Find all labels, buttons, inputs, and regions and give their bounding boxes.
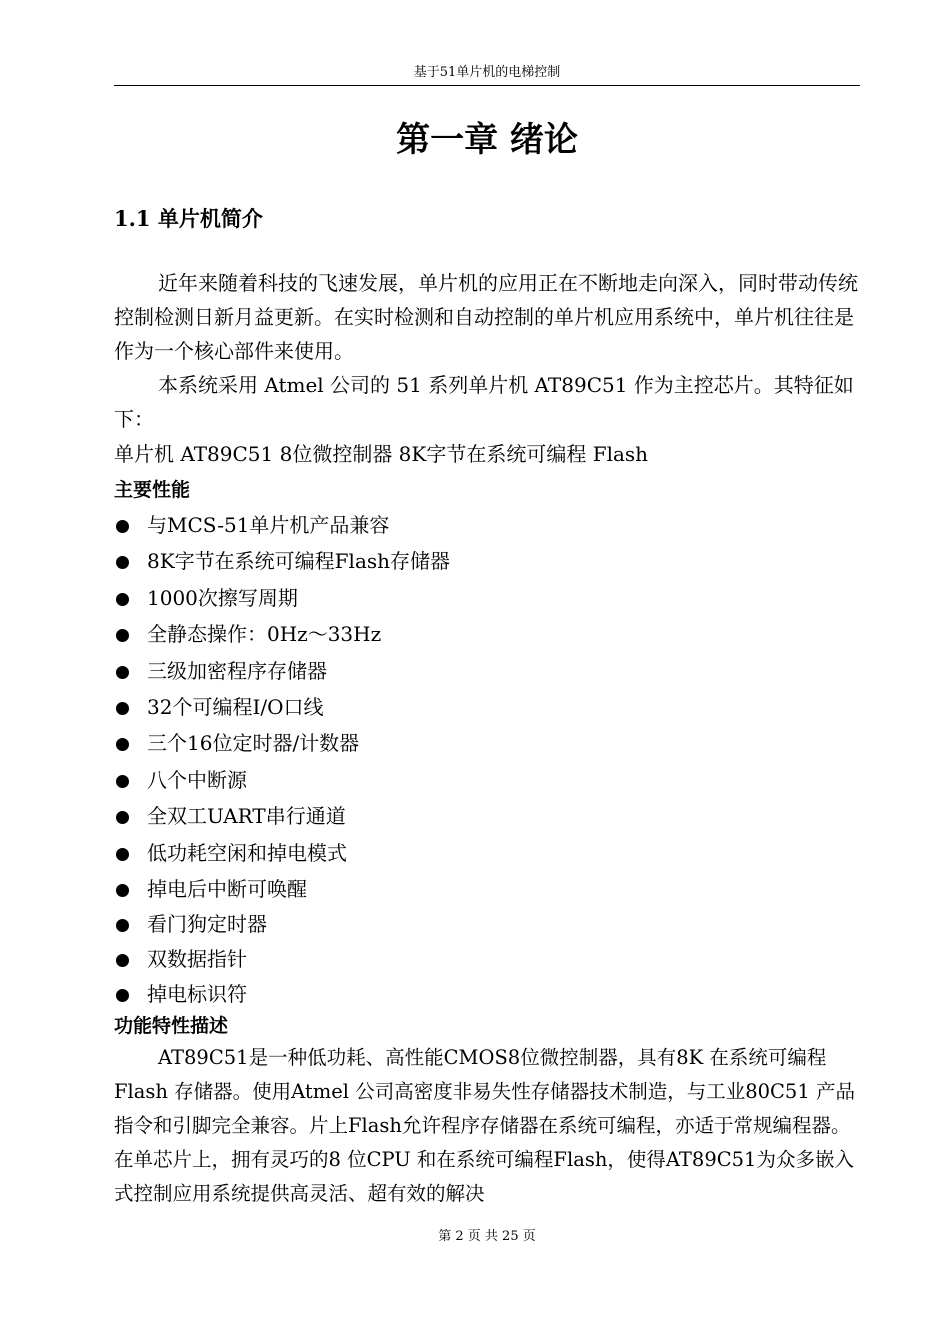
bullet-icon	[116, 775, 129, 788]
bullet-icon	[116, 629, 129, 642]
bullet-icon	[116, 989, 129, 1002]
bullet-icon	[116, 884, 129, 897]
bullet-icon	[116, 919, 129, 932]
list-item	[114, 907, 860, 942]
list-item	[114, 581, 860, 617]
bullet-icon	[116, 738, 129, 751]
bullet-icon	[116, 666, 129, 679]
list-item-text: 32个可编程I/O口线	[147, 694, 324, 719]
header-rule	[114, 85, 860, 86]
list-item	[114, 763, 860, 799]
list-item	[114, 942, 860, 977]
chapter-title: 第一章 绪论	[396, 120, 578, 160]
list-item-text: 掉电后中断可唤醒	[147, 876, 307, 901]
intro-paragraph: 近年来随着科技的飞速发展，单片机的应用正在不断地走向深入，同时带动传统控制检测日新月益更新。在实时检测和自动控制的单片机应用系统中，单片机往往是作为一个核心部件来使用。	[114, 271, 858, 363]
list-item-text: 看门狗定时器	[147, 911, 267, 936]
section-title: 1.1 单片机简介	[114, 206, 263, 231]
list-item-text: 低功耗空闲和掉电模式	[147, 840, 347, 865]
list-item-text: 全静态操作：0Hz～33Hz	[147, 622, 382, 647]
list-item-text: 三个16位定时器/计数器	[147, 731, 360, 756]
list-item-text: 1000次擦写周期	[147, 585, 298, 610]
list-item	[114, 617, 860, 653]
list-item	[114, 977, 860, 1012]
list-item	[114, 872, 860, 907]
bullet-icon	[116, 954, 129, 967]
description-heading: 功能特性描述	[114, 1015, 229, 1037]
bullet-icon	[116, 593, 129, 606]
list-item-text: 三级加密程序存储器	[147, 658, 327, 683]
list-item	[114, 726, 860, 762]
list-item	[114, 654, 860, 690]
list-item-text: 与MCS-51单片机产品兼容	[147, 513, 390, 537]
list-item-text: 全双工UART串行通道	[147, 804, 346, 829]
features-heading: 主要性能	[114, 479, 191, 501]
list-item-text: 8K字节在系统可编程Flash存储器	[147, 549, 451, 574]
list-item	[114, 544, 860, 580]
bullet-icon	[116, 556, 129, 569]
bullet-icon	[116, 702, 129, 715]
bullet-icon	[116, 811, 129, 824]
list-item	[114, 508, 860, 544]
list-item	[114, 690, 860, 726]
chip-summary-line: 单片机 AT89C51 8位微控制器 8K字节在系统可编程 Flash	[114, 442, 649, 466]
page-footer: 第 2 页 共 25 页	[438, 1229, 536, 1244]
list-item-text: 八个中断源	[147, 767, 247, 792]
list-item	[114, 799, 860, 835]
bullet-icon	[116, 848, 129, 861]
features-list	[114, 508, 860, 1012]
bullet-icon	[116, 520, 129, 533]
list-item-text: 掉电标识符	[147, 981, 247, 1006]
description-paragraph: AT89C51是一种低功耗、高性能CMOS8位微控制器，具有8K 在系统可编程Flash 存储器。使用Atmel 公司高密度非易失性存储器技术制造，与工业80C51 产品指令和引脚完全兼容。片上Flash允许程序存储器在系统可编程，亦适于常规编程器。在单芯片上，拥有灵巧的8 位CPU 和在系统可编程Flash，使得AT89C51为众多嵌入式控制应用系统提供高灵活、超有效的解决	[114, 1046, 855, 1205]
list-item	[114, 836, 860, 872]
system-paragraph: 本系统采用 Atmel 公司的 51 系列单片机 AT89C51 作为主控芯片。其特征如下：	[114, 373, 854, 431]
list-item-text: 双数据指针	[147, 946, 247, 971]
page-header: 基于51单片机的电梯控制	[413, 65, 561, 80]
